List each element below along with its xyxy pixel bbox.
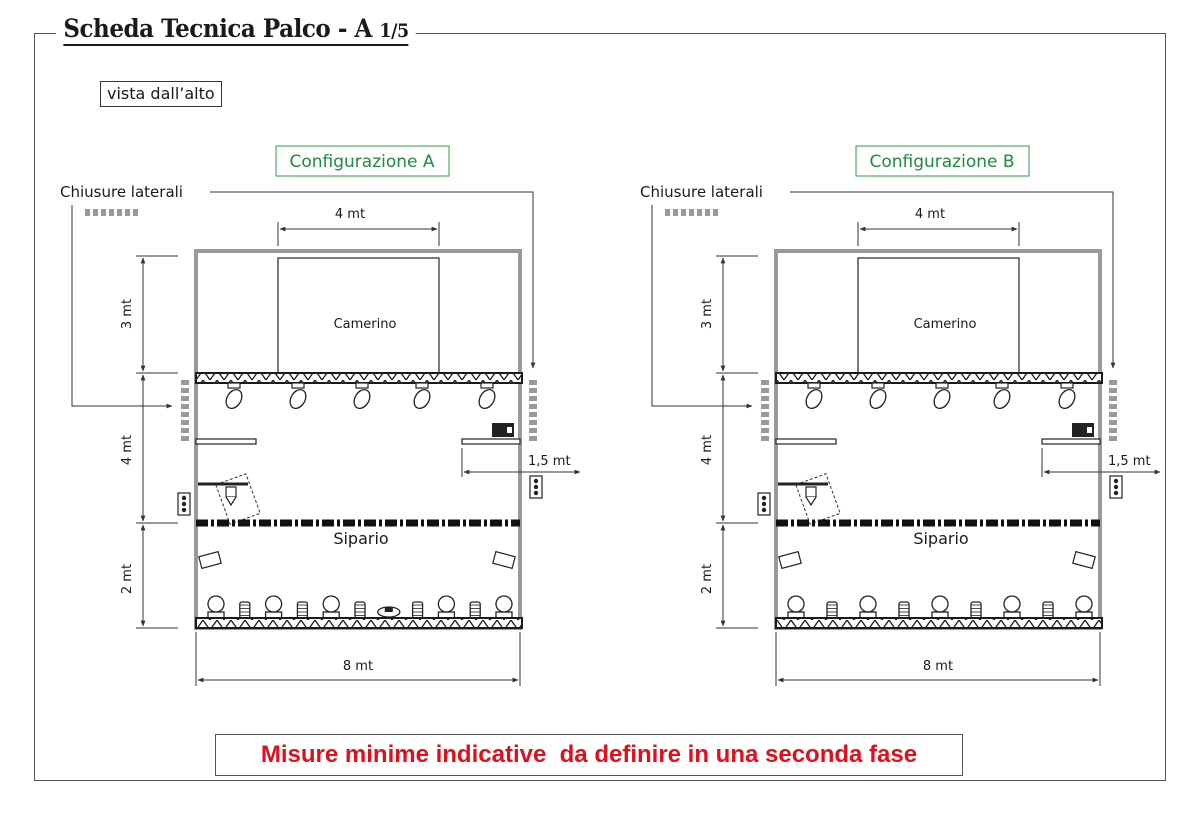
- configuration-label: Configurazione A: [289, 152, 435, 172]
- side-closure-left: [181, 436, 189, 441]
- amplifier-panel: [507, 427, 512, 433]
- side-closure-right: [529, 388, 537, 393]
- side-closure-swatch: [133, 209, 138, 216]
- side-light-right-body: [493, 552, 515, 569]
- truss-spotlight-head: [351, 387, 373, 411]
- side-closure-swatch: [117, 209, 122, 216]
- side-closure-right: [529, 396, 537, 401]
- spotlight-icon: [785, 593, 806, 618]
- side-closure-swatch: [665, 209, 670, 216]
- side-closure-right: [1109, 436, 1117, 441]
- dim-mid-depth: 4 mt: [700, 434, 715, 466]
- spotlight-icon: [205, 593, 226, 618]
- dressing-room-label: Camerino: [913, 317, 977, 332]
- side-closure-swatch: [713, 209, 718, 216]
- spotlight-icon: [263, 593, 284, 618]
- side-closure-swatch: [101, 209, 106, 216]
- curtain-label: Sipario: [333, 529, 389, 548]
- side-closure-left: [761, 380, 769, 385]
- note-text: Misure minime indicative da definire in una seconda fase: [260, 741, 918, 768]
- truss-spotlight-clamp: [936, 383, 948, 388]
- console-icon: [378, 607, 400, 617]
- upper-truss: [196, 373, 522, 383]
- signal-light-icon: [758, 493, 770, 515]
- lower-truss: [776, 618, 1102, 628]
- dressing-room: [858, 258, 1019, 373]
- configuration-label: Configurazione B: [869, 152, 1015, 172]
- dim-backstage-depth: 3 mt: [120, 298, 135, 330]
- followspot-body: [806, 487, 816, 497]
- truss-spotlight-icon: [223, 383, 245, 411]
- side-light-right-body: [1073, 552, 1095, 569]
- signal-light-lamp: [182, 508, 186, 512]
- side-closure-right: [1109, 396, 1117, 401]
- side-closure-right: [1109, 404, 1117, 409]
- dressing-room: [278, 258, 439, 373]
- amplifier-panel: [1087, 427, 1092, 433]
- side-light-left-icon: [779, 552, 801, 569]
- signal-light-icon: [1110, 476, 1122, 498]
- dim-side-offset: 1,5 mt: [528, 454, 571, 469]
- side-closure-left: [761, 428, 769, 433]
- side-closure-right: [529, 412, 537, 417]
- side-closure-swatch: [689, 209, 694, 216]
- side-closure-right: [529, 436, 537, 441]
- side-closure-swatch: [673, 209, 678, 216]
- truss-spotlight-clamp: [481, 383, 493, 388]
- signal-light-lamp: [534, 491, 538, 495]
- truss-spotlight-icon: [931, 383, 953, 411]
- side-closure-swatch: [697, 209, 702, 216]
- side-light-right-icon: [1073, 552, 1095, 569]
- side-closure-right: [529, 404, 537, 409]
- truss-spotlight-icon: [991, 383, 1013, 411]
- truss-spotlight-head: [1056, 387, 1078, 411]
- followspot-area: [796, 474, 840, 524]
- side-closure-left: [761, 396, 769, 401]
- dressing-room-label: Camerino: [333, 317, 397, 332]
- page-title-fraction: 1/5: [379, 20, 409, 42]
- dim-side-offset: 1,5 mt: [1108, 454, 1151, 469]
- side-closure-right: [1109, 420, 1117, 425]
- wing-panel-left: [196, 439, 256, 444]
- truss-spotlight-clamp: [808, 383, 820, 388]
- truss-spotlight-head: [991, 387, 1013, 411]
- signal-light-lamp: [762, 508, 766, 512]
- signal-light-icon: [530, 476, 542, 498]
- side-closure-left: [761, 436, 769, 441]
- truss-spotlight-head: [411, 387, 433, 411]
- side-closure-swatch: [93, 209, 98, 216]
- side-light-right-icon: [493, 552, 515, 569]
- signal-light-icon: [178, 493, 190, 515]
- side-closure-left: [761, 404, 769, 409]
- spotlight-icon: [436, 593, 457, 618]
- side-closure-left: [181, 412, 189, 417]
- view-label: vista dall’alto: [100, 81, 222, 107]
- signal-light-lamp: [762, 502, 766, 506]
- signal-light-lamp: [182, 502, 186, 506]
- side-closure-left: [181, 388, 189, 393]
- side-light-left-body: [199, 552, 221, 569]
- configuration-a: [60, 146, 580, 686]
- par-can-icon: [470, 602, 480, 618]
- spotlight-icon: [929, 593, 950, 618]
- par-can-icon: [413, 602, 423, 618]
- side-closure-swatch: [85, 209, 90, 216]
- lower-truss: [196, 618, 522, 628]
- truss-spotlight-icon: [351, 383, 373, 411]
- wing-panel-right: [1042, 439, 1100, 444]
- dim-dressing-room-width: 4 mt: [914, 207, 946, 222]
- truss-spotlight-clamp: [1061, 383, 1073, 388]
- truss-spotlight-head: [476, 387, 498, 411]
- truss-spotlight-head: [803, 387, 825, 411]
- signal-light-lamp: [182, 496, 186, 500]
- truss-spotlight-icon: [411, 383, 433, 411]
- spotlight-icon: [321, 593, 342, 618]
- followspot-lens: [226, 497, 236, 505]
- truss-spotlight-clamp: [292, 383, 304, 388]
- truss-spotlight-head: [931, 387, 953, 411]
- truss-spotlight-clamp: [996, 383, 1008, 388]
- side-light-left-icon: [199, 552, 221, 569]
- configuration-b: [640, 146, 1160, 686]
- spotlight-icon: [1001, 593, 1022, 618]
- upper-truss: [776, 373, 1102, 383]
- side-closure-left: [181, 404, 189, 409]
- truss-spotlight-head: [223, 387, 245, 411]
- side-closure-left: [181, 396, 189, 401]
- side-closure-left: [181, 380, 189, 385]
- amplifier-icon: [492, 423, 514, 437]
- side-closures-label: Chiusure laterali: [60, 183, 183, 201]
- side-closure-right: [1109, 380, 1117, 385]
- par-can-icon: [827, 602, 837, 618]
- side-closure-right: [1109, 412, 1117, 417]
- truss-spotlight-icon: [1056, 383, 1078, 411]
- side-closure-left: [181, 428, 189, 433]
- side-closure-left: [761, 420, 769, 425]
- followspot-body: [226, 487, 236, 497]
- side-light-left-body: [779, 552, 801, 569]
- signal-light-lamp: [1114, 479, 1118, 483]
- side-closure-swatch: [109, 209, 114, 216]
- page-title-main: Scheda Tecnica Palco - A: [63, 14, 380, 43]
- wing-panel-left: [776, 439, 836, 444]
- par-can-icon: [899, 602, 909, 618]
- console-top: [385, 607, 393, 612]
- truss-spotlight-clamp: [228, 383, 240, 388]
- spotlight-icon: [857, 593, 878, 618]
- dim-front-depth: 2 mt: [120, 563, 135, 595]
- side-closure-right: [529, 380, 537, 385]
- signal-light-lamp: [1114, 485, 1118, 489]
- dim-stage-width: 8 mt: [922, 659, 954, 674]
- par-can-icon: [971, 602, 981, 618]
- par-can-icon: [355, 602, 365, 618]
- dim-mid-depth: 4 mt: [120, 434, 135, 466]
- truss-spotlight-head: [867, 387, 889, 411]
- side-closure-left: [761, 388, 769, 393]
- side-closures-label: Chiusure laterali: [640, 183, 763, 201]
- truss-spotlight-clamp: [356, 383, 368, 388]
- dim-dressing-room-width: 4 mt: [334, 207, 366, 222]
- side-closure-left: [181, 420, 189, 425]
- spotlight-icon: [1073, 593, 1094, 618]
- side-closure-swatch: [705, 209, 710, 216]
- signal-light-lamp: [762, 496, 766, 500]
- side-closure-right: [1109, 388, 1117, 393]
- side-closure-right: [529, 428, 537, 433]
- par-can-icon: [1043, 602, 1053, 618]
- side-closure-right: [529, 420, 537, 425]
- par-can-icon: [240, 602, 250, 618]
- truss-spotlight-clamp: [872, 383, 884, 388]
- followspot-lens: [806, 497, 816, 505]
- truss-spotlight-clamp: [416, 383, 428, 388]
- side-closure-swatch: [681, 209, 686, 216]
- curtain-label: Sipario: [913, 529, 969, 548]
- signal-light-lamp: [534, 479, 538, 483]
- truss-spotlight-icon: [803, 383, 825, 411]
- truss-spotlight-head: [287, 387, 309, 411]
- truss-spotlight-icon: [476, 383, 498, 411]
- truss-spotlight-icon: [287, 383, 309, 411]
- signal-light-lamp: [534, 485, 538, 489]
- followspot-area: [216, 474, 260, 524]
- signal-light-lamp: [1114, 491, 1118, 495]
- dim-backstage-depth: 3 mt: [700, 298, 715, 330]
- dim-front-depth: 2 mt: [700, 563, 715, 595]
- wing-panel-right: [462, 439, 520, 444]
- side-closure-right: [1109, 428, 1117, 433]
- truss-spotlight-icon: [867, 383, 889, 411]
- dim-stage-width: 8 mt: [342, 659, 374, 674]
- side-closure-swatch: [125, 209, 130, 216]
- side-closure-left: [761, 412, 769, 417]
- note-box: [215, 734, 963, 776]
- amplifier-icon: [1072, 423, 1094, 437]
- par-can-icon: [297, 602, 307, 618]
- spotlight-icon: [493, 593, 514, 618]
